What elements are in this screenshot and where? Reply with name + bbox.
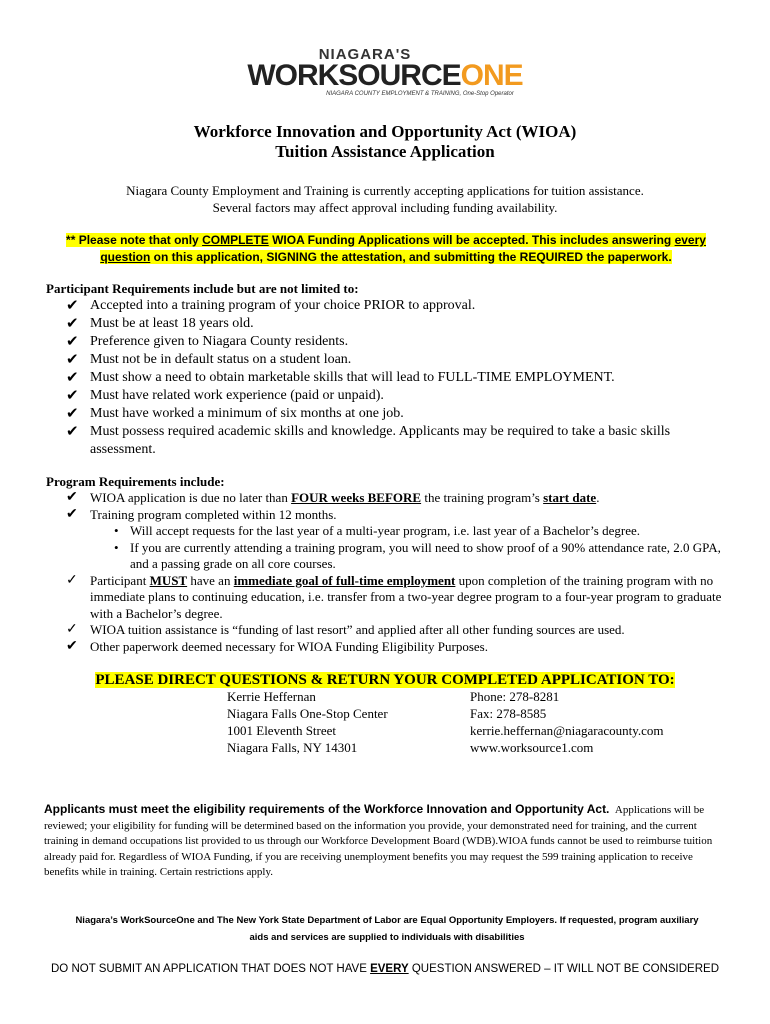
- item-text: upon completion of the training program with no immediate plans to continuing education, i.e. transfer from a two-year degree program to a four-year program to graduate with a Bachelor’s degree.: [90, 572, 722, 621]
- item-text: Will accept requests for the last year of a multi-year program, i.e. last year of a Bachelor’s degree.: [130, 523, 640, 538]
- worksourceone-logo: [0, 48, 770, 98]
- list-item: [46, 315, 736, 333]
- item-text: If you are currently attending a training program, you will need to show proof of a 90% attendance rate, 2.0 GPA, and a passing grade on all core courses.: [130, 539, 721, 571]
- contact-org: Niagara Falls One-Stop Center: [227, 706, 388, 721]
- intro-line-1: Niagara County Employment and Training is currently accepting applications for tuition assistance.: [126, 183, 644, 198]
- footer-part-2: QUESTION ANSWERED – IT WILL NOT BE CONSIDERED: [408, 963, 719, 975]
- intro-line-2: Several factors may affect approval including funding availability.: [212, 200, 558, 215]
- list-item-text: Must show a need to obtain marketable skills that will lead to FULL-TIME EMPLOYMENT.: [90, 370, 615, 385]
- start-date: start date: [543, 490, 597, 505]
- contact-heading-text: PLEASE DIRECT QUESTIONS & RETURN YOUR COMPLETED APPLICATION TO:: [95, 672, 675, 688]
- check-icon: ✔: [66, 370, 79, 386]
- list-item: [46, 573, 736, 623]
- list-item-text: Must have related work experience (paid or unpaid).: [90, 388, 384, 403]
- program-heading: Program Requirements include:: [46, 474, 225, 489]
- title-line-1: Workforce Innovation and Opportunity Act (WIOA): [193, 122, 577, 141]
- contact-name: Kerrie Heffernan: [227, 689, 316, 704]
- check-icon: ✔: [66, 490, 78, 505]
- list-item-text: Must have worked a minimum of six months at one job.: [90, 406, 404, 421]
- list-item-text: Preference given to Niagara County residents.: [90, 334, 349, 349]
- four-weeks-before: FOUR weeks BEFORE: [291, 490, 422, 505]
- list-item: [46, 507, 736, 573]
- notice-every: every: [674, 233, 706, 247]
- item-text: WIOA tuition assistance is “funding of last resort” and applied after all other funding sources are used.: [90, 622, 625, 637]
- title-line-2: Tuition Assistance Application: [275, 142, 495, 161]
- contact-city: Niagara Falls, NY 14301: [227, 740, 358, 755]
- notice-part-1: ** Please note that only: [66, 233, 203, 247]
- notice-question: question: [100, 250, 151, 264]
- sub-list-item: [90, 523, 736, 540]
- footer-warning: [0, 961, 770, 977]
- contact-details: [470, 688, 664, 756]
- check-icon: ✔: [66, 388, 79, 404]
- program-requirements: [46, 473, 736, 655]
- page-title: [0, 122, 770, 162]
- check-icon: ✔: [66, 352, 79, 368]
- item-text: Training program completed within 12 months.: [90, 506, 337, 522]
- contact-heading: [0, 670, 770, 690]
- list-item: [46, 297, 736, 315]
- check-icon: ✓: [66, 622, 78, 637]
- notice-part-2: WIOA Funding Applications will be accepted. This includes answering: [268, 233, 675, 247]
- bullet-icon: •: [114, 523, 119, 538]
- notice-highlight: [66, 233, 706, 264]
- list-item: [46, 351, 736, 369]
- program-list: [46, 490, 736, 655]
- list-item: [46, 405, 736, 423]
- list-item-text: Must not be in default status on a student loan.: [90, 352, 352, 367]
- participant-heading: Participant Requirements include but are not limited to:: [46, 281, 359, 296]
- check-icon: ✔: [66, 506, 78, 522]
- check-icon: ✔: [66, 316, 79, 332]
- contact-phone: Phone: 278-8281: [470, 689, 560, 704]
- list-item: [46, 490, 736, 507]
- immediate-goal: immediate goal of full-time employment: [233, 572, 456, 588]
- notice-part-3: on this application, SIGNING the attestation, and submitting the REQUIRED the paperwork.: [150, 250, 672, 264]
- eoe-line-1: Niagara’s WorkSourceOne and The New York State Department of Labor are Equal Opportunity Employers. If requested, program auxiliary: [75, 915, 699, 926]
- participant-requirements: [46, 280, 736, 459]
- item-text: .: [596, 490, 600, 505]
- list-item: [46, 639, 736, 656]
- contact-email[interactable]: kerrie.heffernan@niagaracounty.com: [470, 723, 664, 738]
- eligibility-paragraph: [44, 802, 730, 881]
- list-item-text: Must be at least 18 years old.: [90, 316, 254, 331]
- intro-text: [0, 182, 770, 216]
- item-text: the training program’s: [421, 490, 544, 505]
- eoe-line-2: aids and services are supplied to individuals with disabilities: [249, 932, 525, 943]
- logo-tagline: NIAGARA COUNTY EMPLOYMENT & TRAINING, One-Stop Operator: [326, 91, 514, 97]
- eligibility-text: Applications will be reviewed; your eligibility for funding will be determined based on the information you provide, your demonstrated need for training, and the current training in demand occupations list provided to us through our Workforce Development Board (WDB).WIOA funds cannot be used to reimburse tuition already paid for. Regardless of WIOA Funding, if you are receiving unemployment benefits you may request the 599 training application to receive benefits while in training. Certain restrictions apply.: [44, 804, 713, 878]
- list-item-text: Must possess required academic skills and knowledge. Applicants may be required to take a basic skills assessment.: [90, 424, 671, 457]
- sub-list: [90, 523, 736, 573]
- contact-fax: Fax: 278-8585: [470, 706, 547, 721]
- item-text: have an: [187, 572, 234, 588]
- item-text: Other paperwork deemed necessary for WIOA Funding Eligibility Purposes.: [90, 638, 488, 654]
- check-icon: ✔: [66, 406, 79, 422]
- item-text: Participant: [90, 572, 150, 588]
- participant-list: [46, 297, 736, 459]
- logo-worksource: WORKSOURCE: [247, 59, 461, 92]
- list-item: [46, 423, 736, 459]
- contact-street: 1001 Eleventh Street: [227, 723, 337, 738]
- logo-one: ONE: [460, 59, 523, 92]
- item-text: WIOA application is due no later than: [90, 490, 292, 505]
- must: MUST: [149, 572, 188, 588]
- check-icon: ✔: [66, 334, 79, 350]
- list-item: [46, 369, 736, 387]
- equal-opportunity-statement: [44, 912, 730, 946]
- list-item: [46, 622, 736, 639]
- sub-list-item: [90, 540, 736, 573]
- notice-complete: COMPLETE: [202, 233, 269, 247]
- list-item: [46, 387, 736, 405]
- complete-application-notice: [44, 232, 728, 266]
- check-icon: ✔: [66, 424, 79, 440]
- check-icon: ✔: [66, 298, 79, 314]
- check-icon: ✓: [66, 572, 78, 588]
- footer-every: EVERY: [370, 963, 409, 975]
- list-item: [46, 333, 736, 351]
- eligibility-bold: Applicants must meet the eligibility requirements of the Workforce Innovation and Opportunity Act.: [44, 802, 610, 816]
- logo-wordmark: [0, 59, 770, 92]
- list-item-text: Accepted into a training program of your choice PRIOR to approval.: [90, 298, 476, 313]
- contact-website[interactable]: www.worksource1.com: [470, 740, 594, 755]
- contact-address: [227, 688, 388, 756]
- footer-part-1: DO NOT SUBMIT AN APPLICATION THAT DOES NOT HAVE: [51, 963, 371, 975]
- bullet-icon: •: [114, 539, 119, 555]
- check-icon: ✔: [66, 638, 78, 654]
- logo-niagaras: NIAGARA'S: [318, 46, 412, 63]
